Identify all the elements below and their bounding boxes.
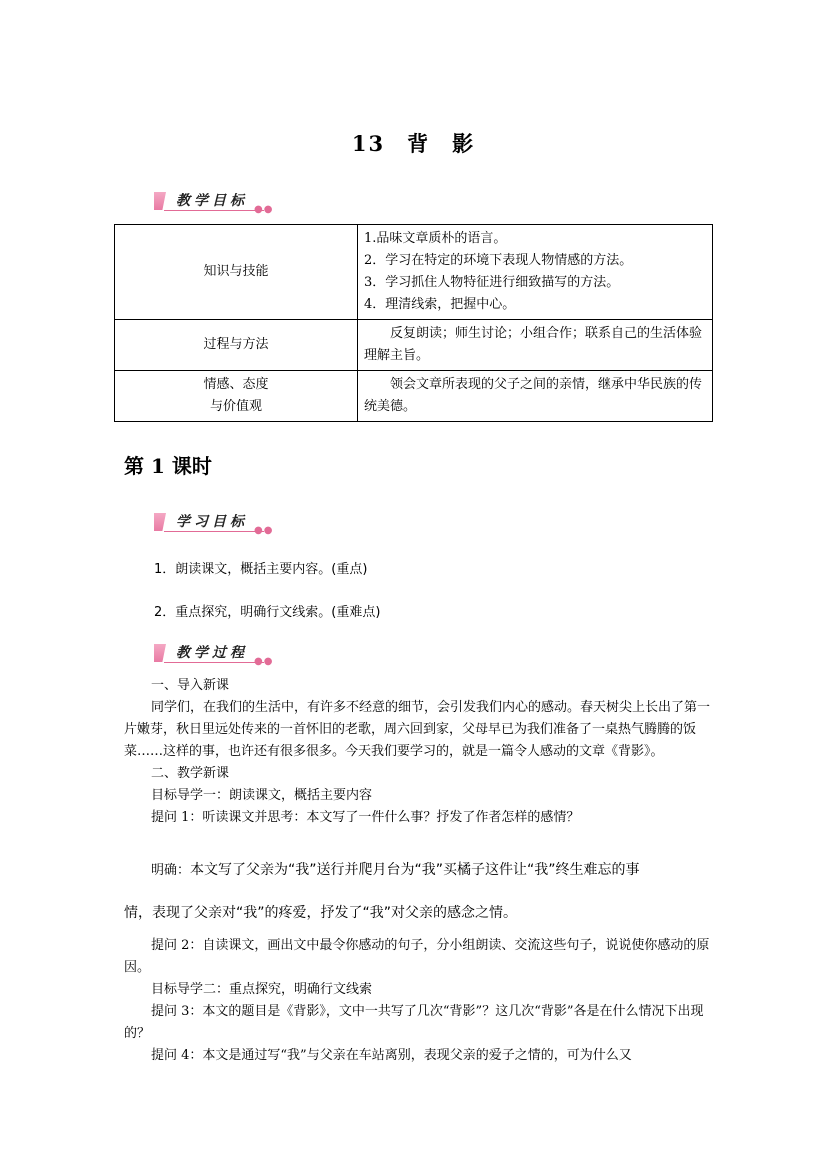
banner-dots-icon: ●● [254,525,274,536]
banner-ribbon-icon [154,513,166,531]
objective-item: 2．重点探究，明确行文线索。(重难点) [154,605,381,620]
question: 提问 4：本文是通过写“我”与父亲在车站离别，表现父亲的爱子之情的，可为什么又 [151,1048,632,1063]
section-title: 二、教学新课 [151,766,230,781]
goal-text: 反复朗读；师生讨论；小组合作；联系自己的生活体验理解主旨。 [364,326,703,363]
goal-line: 4．理清线索，把握中心。 [364,297,516,312]
row-content [358,225,713,320]
row-label [115,371,358,422]
title-char-1: 背 [407,131,431,156]
banner-underline [164,662,264,663]
banner-dots-icon: ●● [254,656,274,667]
answer-text: 本文写了父亲为“我”送行并爬月台为“我”买橘子这件让“我”终生难忘的事 [190,862,640,878]
question: 提问 3：本文的题目是《背影》，文中一共写了几次“背影”？这几次“背影”各是在什么情况下出现的？ [124,1004,704,1041]
section-title: 一、导入新课 [151,678,230,693]
banner-ribbon-icon [154,644,166,662]
row-content [358,371,713,422]
teaching-process-banner [154,640,272,666]
guide-title: 目标导学二：重点探究，明确行文线索 [151,982,373,997]
goal-line: 2．学习在特定的环境下表现人物情感的方法。 [364,253,633,268]
answer-block [124,859,714,882]
answer-block-continued [124,902,714,924]
answer-text: 情，表现了父亲对“我”的疼爱，抒发了“我”对父亲的感念之情。 [124,905,518,921]
teaching-process-body-2 [124,935,714,1067]
question: 提问 1：听读课文并思考：本文写了一件什么事？抒发了作者怎样的感情？ [151,810,580,825]
lesson-number: 13 [351,131,386,156]
teaching-goals-banner [154,188,272,214]
banner-ribbon-icon [154,192,166,210]
page-title [0,128,827,158]
answer-label: 明确： [151,863,191,878]
title-char-2: 影 [452,131,476,156]
table-row [115,225,713,320]
banner-underline [164,531,264,532]
banner-dots-icon: ●● [254,204,274,215]
row-label: 过程与方法 [115,320,358,371]
goal-line: 1.品味文章质朴的语言。 [364,231,507,246]
teaching-goals-table [114,224,713,422]
learning-goals-banner [154,509,272,535]
table-row [115,371,713,422]
banner-label: 学习目标 [176,514,248,530]
lesson-heading: 第 1 课时 [124,454,212,478]
table-row [115,320,713,371]
guide-title: 目标导学一：朗读课文，概括主要内容 [151,788,373,803]
row-content [358,320,713,371]
answer-line [124,859,714,882]
row-label: 知识与技能 [115,225,358,320]
goal-text: 领会文章所表现的父子之间的亲情，继承中华民族的传统美德。 [364,377,703,414]
row-label-line: 情感、态度 [203,377,269,392]
paragraph: 同学们，在我们的生活中，有许多不经意的细节，会引发我们内心的感动。春天树尖上长出了第一片嫩芽，秋日里远处传来的一首怀旧的老歌，周六回到家，父母早已为我们准备了一桌热气腾腾的饭菜……这样的事，也许还有很多很多。今天我们要学习的，就是一篇令人感动的文章《背影》。 [124,700,711,759]
banner-label: 教学目标 [176,193,248,209]
goal-line: 3．学习抓住人物特征进行细致描写的方法。 [364,275,620,290]
banner-label: 教学过程 [176,645,248,661]
teaching-process-body [124,675,714,829]
objective-item: 1．朗读课文，概括主要内容。(重点) [154,562,368,577]
row-label-line: 与价值观 [209,399,262,414]
question: 提问 2：自读课文，画出文中最令你感动的句子，分小组朗读、交流这些句子，说说使你感动的原因。 [124,938,710,975]
banner-underline [164,210,264,211]
